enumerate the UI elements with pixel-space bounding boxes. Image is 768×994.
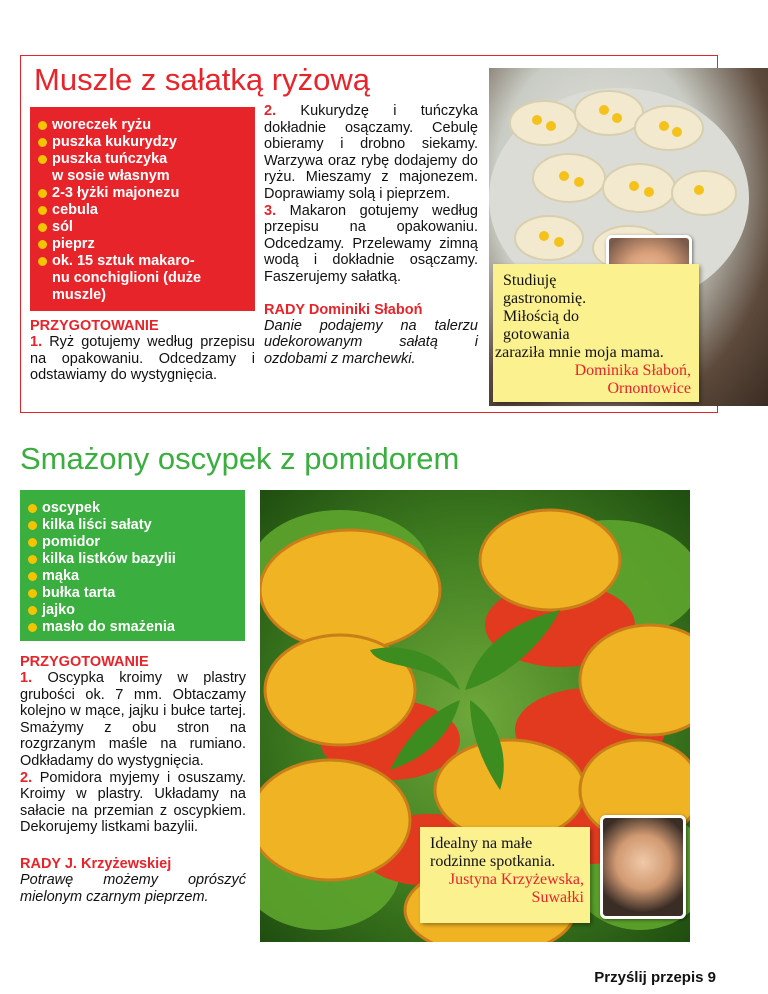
recipe2-title: Smażony oscypek z pomidorem [20, 441, 460, 476]
bullet-icon [28, 538, 37, 547]
recipe1-prep-heading: PRZYGOTOWANIE [30, 318, 159, 334]
bullet-icon [38, 138, 47, 147]
recipe2-step-1: 1. Oscypka kroimy w plastry grubości ok. 7 mm. Obtaczamy kolejno w mące, jajku i bułce tartej. Smażymy z obu stron na rozgrzanym maśle na rumiano. Odkładamy do wystygnięcia. [20, 670, 246, 769]
bullet-icon [28, 504, 37, 513]
recipe1-tips-text: Danie podajemy na talerzu udekorowanym sałatą i ozdobami z marchewki. [264, 317, 478, 367]
ingredient-item: mąka [28, 568, 245, 585]
note-author: Justyna Krzyżewska, [448, 871, 584, 888]
ingredient-item: pieprz [38, 236, 255, 253]
ingredient-item: woreczek ryżu [38, 117, 255, 134]
ingredient-item: kilka liści sałaty [28, 517, 245, 534]
bullet-icon [28, 589, 37, 598]
recipe1-author-note: Studiuję gastronomię. Miłością do gotowania zaraziła mnie moja mama. Dominika Słaboń, Ornontowice [493, 264, 699, 402]
recipe1-prep-column-right [264, 103, 478, 367]
ingredient-item: pomidor [28, 534, 245, 551]
ingredient-item: puszka tuńczyka w sosie własnym [38, 151, 255, 185]
bullet-icon [38, 240, 47, 249]
ingredient-item: puszka kukurydzy [38, 134, 255, 151]
recipe1-ingredients-list [30, 107, 255, 304]
recipe1-step-1: 1. Ryż gotujemy według przepisu na opakowaniu. Odcedzamy i odstawiamy do wystygnięcia. [30, 334, 256, 384]
bullet-icon [38, 189, 47, 198]
recipe1-prep-column-left [30, 318, 255, 384]
recipe2-ingredients-box [20, 490, 245, 641]
ingredient-item: 2-3 łyżki majonezu [38, 185, 255, 202]
ingredient-item: kilka listków bazylii [28, 551, 245, 568]
bullet-icon [38, 206, 47, 215]
bullet-icon [28, 572, 37, 581]
recipe2-ingredients-list [20, 490, 245, 636]
note-town: Suwałki [531, 889, 584, 906]
ingredient-item: sól [38, 219, 255, 236]
recipe1-title: Muszle z sałatką ryżową [34, 62, 370, 97]
bullet-icon [38, 121, 47, 130]
note-author: Dominika Słaboń, [574, 362, 691, 379]
recipe1-ingredients-box [30, 107, 255, 311]
ingredient-item: cebula [38, 202, 255, 219]
ingredient-item: ok. 15 sztuk makaro- nu conchiglioni (duże muszle) [38, 253, 255, 304]
bullet-icon [38, 223, 47, 232]
recipe2-author-note: Idealny na małe rodzinne spotkania. Justyna Krzyżewska, Suwałki [420, 827, 590, 923]
recipe2-tips-heading: RADY J. Krzyżewskiej [20, 855, 172, 872]
author-portrait-justyna [600, 815, 686, 919]
recipe2-prep-heading: PRZYGOTOWANIE [20, 654, 149, 670]
ingredient-item: jajko [28, 602, 245, 619]
page-footer: Przyślij przepis 9 [594, 969, 716, 986]
recipe2-prep-column [20, 654, 246, 905]
recipe1-step-2: 2. Kukurydzę i tuńczyka dokładnie osączamy. Cebulę obieramy i drobno siekamy. Warzywa oraz rybę dodajemy do ryżu. Mieszamy z majonezem. Doprawiamy solą i pieprzem. [264, 103, 479, 202]
bullet-icon [28, 606, 37, 615]
ingredient-item: bułka tarta [28, 585, 245, 602]
bullet-icon [28, 521, 37, 530]
bullet-icon [38, 155, 47, 164]
bullet-icon [28, 555, 37, 564]
bullet-icon [38, 257, 47, 266]
recipe1-step-3: 3. Makaron gotujemy według przepisu na opakowaniu. Odcedzamy. Przelewamy zimną wodą i dokładnie osączamy. Faszerujemy sałatką. [264, 202, 479, 285]
bullet-icon [28, 623, 37, 632]
ingredient-item: oscypek [28, 500, 245, 517]
note-town: Ornontowice [607, 380, 691, 397]
recipe2-tips-text: Potrawę możemy oprószyć mielonym czarnym pieprzem. [20, 871, 246, 905]
recipe2-step-2: 2. Pomidora myjemy i osuszamy. Kroimy w plastry. Układamy na sałacie na przemian z oscypkiem. Dekorujemy listkami bazylii. [20, 769, 247, 836]
ingredient-item: masło do smażenia [28, 619, 245, 636]
recipe1-tips-heading: RADY Dominiki Słaboń [264, 301, 423, 318]
